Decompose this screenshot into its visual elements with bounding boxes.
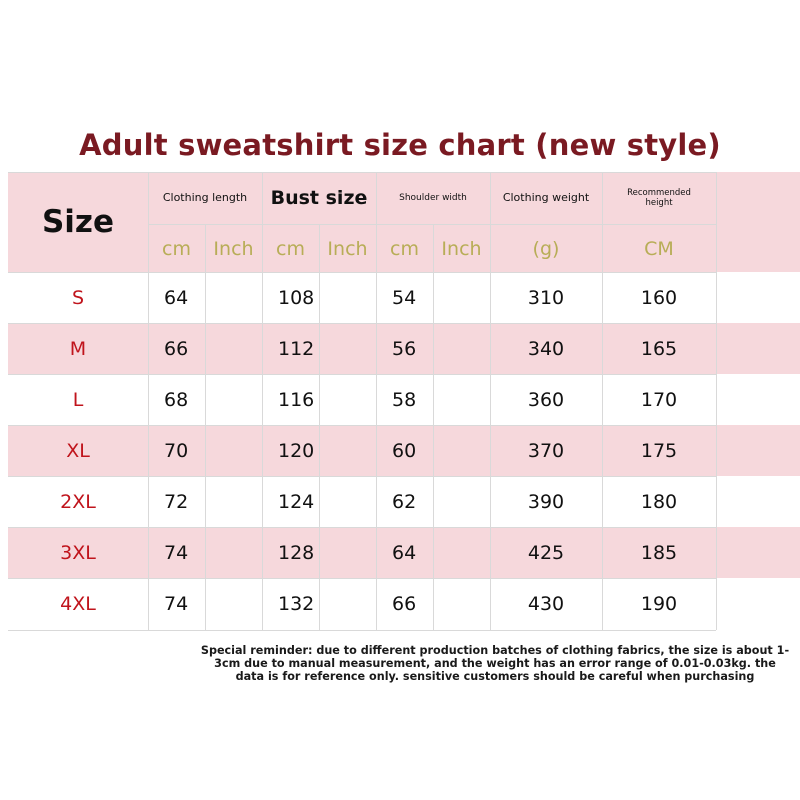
cell-length-cm: 74 [164, 541, 189, 564]
page-title: Adult sweatshirt size chart (new style) [79, 128, 721, 162]
cell-length-cm: 64 [164, 286, 189, 309]
cell-weight: 360 [527, 388, 565, 411]
cell-weight: 310 [527, 286, 565, 309]
cell-length-inch [205, 578, 262, 630]
grid-line [8, 172, 716, 173]
cell-bust-inch [319, 425, 376, 476]
header-clothing-length: Clothing length [162, 191, 248, 204]
cell-height: 185 [640, 541, 678, 564]
cell-bust-cm: 128 [278, 541, 315, 564]
cell-shoulder-inch [433, 272, 490, 323]
cell-shoulder-cm: 54 [392, 286, 417, 309]
cell-bust-inch [319, 527, 376, 578]
cell-height: 165 [640, 337, 678, 360]
size-label: 2XL [60, 490, 96, 513]
grid-line [148, 172, 149, 630]
cell-bust-cm: 116 [278, 388, 315, 411]
header-bust-size: Bust size [270, 187, 368, 209]
cell-weight: 340 [527, 337, 565, 360]
cell-length-inch [205, 527, 262, 578]
cell-height: 175 [640, 439, 678, 462]
unit-shoulder-cm: cm [390, 238, 419, 260]
cell-length-inch [205, 374, 262, 425]
cell-shoulder-inch [433, 578, 490, 630]
size-label: 3XL [60, 541, 96, 564]
cell-weight: 425 [527, 541, 565, 564]
cell-length-cm: 66 [164, 337, 189, 360]
size-label: L [72, 388, 84, 411]
cell-shoulder-inch [433, 476, 490, 527]
grid-line [8, 323, 716, 324]
cell-bust-cm: 124 [278, 490, 315, 513]
cell-height: 180 [640, 490, 678, 513]
header-recommended-height: Recommended height [627, 188, 691, 208]
cell-weight: 370 [527, 439, 565, 462]
cell-weight: 430 [527, 593, 565, 615]
grid-line [8, 630, 716, 631]
cell-shoulder-inch [433, 374, 490, 425]
cell-shoulder-cm: 60 [392, 439, 417, 462]
unit-length-inch: Inch [213, 238, 254, 260]
grid-line [8, 527, 716, 528]
size-label: 4XL [60, 593, 96, 615]
cell-height: 170 [640, 388, 678, 411]
cell-bust-inch [319, 323, 376, 374]
unit-height: CM [644, 238, 674, 260]
grid-line [8, 476, 716, 477]
cell-length-inch [205, 272, 262, 323]
grid-line [8, 374, 716, 375]
grid-line [8, 272, 716, 273]
cell-length-cm: 68 [164, 388, 189, 411]
cell-weight: 390 [527, 490, 565, 513]
unit-bust-cm: cm [276, 238, 305, 260]
cell-bust-inch [319, 272, 376, 323]
grid-line [376, 172, 377, 630]
cell-height: 190 [640, 593, 678, 615]
cell-shoulder-cm: 58 [392, 388, 417, 411]
cell-bust-cm: 108 [278, 286, 315, 309]
cell-bust-inch [319, 578, 376, 630]
grid-line [716, 172, 717, 630]
cell-bust-inch [319, 374, 376, 425]
cell-shoulder-cm: 66 [392, 593, 417, 615]
cell-length-cm: 72 [164, 490, 189, 513]
cell-bust-cm: 132 [278, 593, 315, 615]
unit-bust-inch: Inch [327, 238, 368, 260]
cell-length-cm: 74 [164, 593, 189, 615]
unit-weight: (g) [532, 238, 560, 260]
cell-shoulder-cm: 62 [392, 490, 417, 513]
header-shoulder-width: Shoulder width [399, 193, 467, 203]
cell-bust-cm: 112 [278, 337, 315, 360]
grid-line [433, 224, 434, 630]
cell-height: 160 [640, 286, 678, 309]
grid-line [8, 578, 716, 579]
grid-line [319, 224, 320, 630]
header-clothing-weight: Clothing weight [502, 191, 590, 204]
grid-line [205, 224, 206, 630]
size-label: M [69, 337, 87, 360]
grid-line [8, 425, 716, 426]
size-label: S [71, 286, 85, 309]
cell-length-inch [205, 425, 262, 476]
unit-length-cm: cm [162, 238, 191, 260]
cell-shoulder-inch [433, 323, 490, 374]
grid-line [602, 172, 603, 630]
cell-shoulder-cm: 56 [392, 337, 417, 360]
grid-line [262, 172, 263, 630]
cell-bust-inch [319, 476, 376, 527]
special-reminder-note: Special reminder: due to different production batches of clothing fabrics, the size is about 1-3cm due to manual measurement, and the weight has an error range of 0.01-0.03kg. the data is for reference only. sensitive customers should be careful when purchasing [200, 644, 790, 683]
grid-line [490, 172, 491, 630]
cell-shoulder-inch [433, 527, 490, 578]
cell-length-inch [205, 323, 262, 374]
cell-length-cm: 70 [164, 439, 189, 462]
unit-shoulder-inch: Inch [441, 238, 482, 260]
cell-shoulder-inch [433, 425, 490, 476]
header-size: Size [41, 204, 115, 240]
size-label: XL [66, 439, 90, 462]
cell-shoulder-cm: 64 [392, 541, 417, 564]
cell-length-inch [205, 476, 262, 527]
cell-bust-cm: 120 [278, 439, 315, 462]
grid-line [148, 224, 716, 225]
